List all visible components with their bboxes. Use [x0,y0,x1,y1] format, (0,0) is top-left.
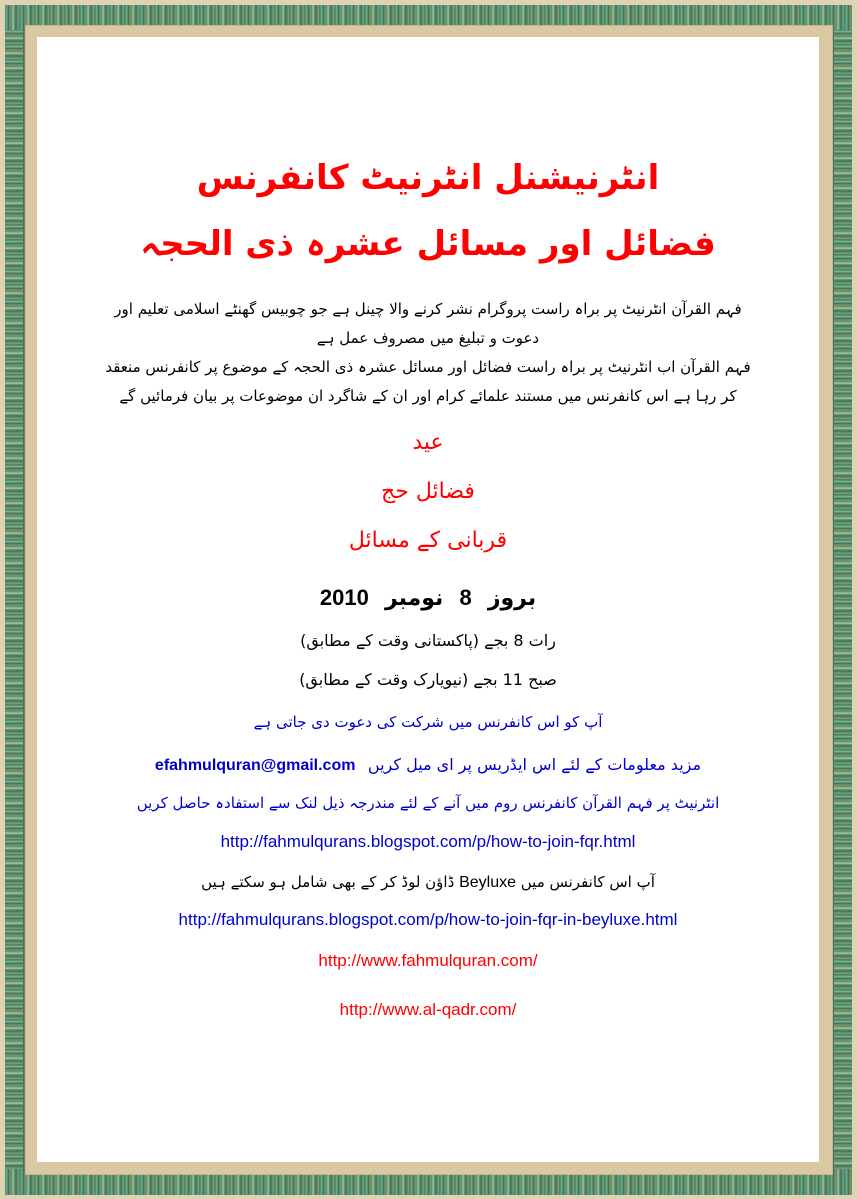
join-link[interactable]: http://fahmulqurans.blogspot.com/p/how-to-join-fqr.html [220,832,636,851]
intro-paragraph-1: فہم القرآن انٹرنیٹ پر براہ راست پروگرام نشر کرنے والا چینل ہے جو چوبیس گھنٹے اسلامی تعلیم اور دعوت و تبلیغ میں مصروف عمل ہے [114,300,742,347]
decorative-frame-right-band [834,30,852,1169]
date-day: 8 [459,585,472,610]
topic-eid: عید [412,430,444,455]
title-line-2: فضائل اور مسائل عشرہ ذی الحجہ [140,224,716,264]
contact-text: مزید معلومات کے لئے اس ایڈریس پر ای میل کریں [367,755,702,774]
beyluxe-brand: Beyluxe [459,874,516,891]
date-day-label: بروز [487,586,537,611]
topic-hajj-virtues: فضائل حج [381,479,475,504]
title-line-1: انٹرنیشنل انٹرنیٹ کانفرنس [196,158,660,198]
email-link[interactable]: efahmulquran@gmail.com [154,757,356,774]
invitation-text: آپ کو اس کانفرنس میں شرکت کی دعوت دی جاتی ہے [253,713,603,731]
intro-text [97,295,759,411]
time-pakistan: رات 8 بجے (پاکستانی وقت کے مطابق) [300,631,556,650]
date-month: نومبر [384,586,444,611]
event-date [37,585,819,611]
beyluxe-text [37,873,819,892]
beyluxe-text-before: آپ اس کانفرنس میں [520,873,655,891]
intro-paragraph-2: فہم القرآن اب انٹرنیٹ پر براہ راست فضائل اور مسائل عشرہ ذی الحجہ کے موضوع پر کانفرنس منعقد کر رہا ہے اس کانفرنس میں مستند علمائے کرام اور ان کے شاگرد ان موضوعات پر بیان فرمائیں گے [105,358,751,405]
contact-line [37,755,819,775]
decorative-frame-left-band [5,30,23,1169]
beyluxe-link[interactable]: http://fahmulqurans.blogspot.com/p/how-to-join-fqr-in-beyluxe.html [178,910,678,929]
beyluxe-text-after: ڈاؤن لوڈ کر کے بھی شامل ہو سکتے ہیں [201,873,455,891]
date-year: 2010 [319,585,369,610]
flyer-page [37,37,819,1162]
fahmulquran-site-link[interactable]: http://www.fahmulquran.com/ [318,951,538,970]
join-instruction: انٹرنیٹ پر فہم القرآن کانفرنس روم میں آنے کے لئے مندرجہ ذیل لنک سے استفادہ حاصل کریں [136,794,720,812]
alqadr-site-link[interactable]: http://www.al-qadr.com/ [339,1000,517,1019]
time-newyork: صبح 11 بجے (نیویارک وقت کے مطابق) [299,670,557,689]
topic-qurbani-issues: قربانی کے مسائل [348,528,508,553]
